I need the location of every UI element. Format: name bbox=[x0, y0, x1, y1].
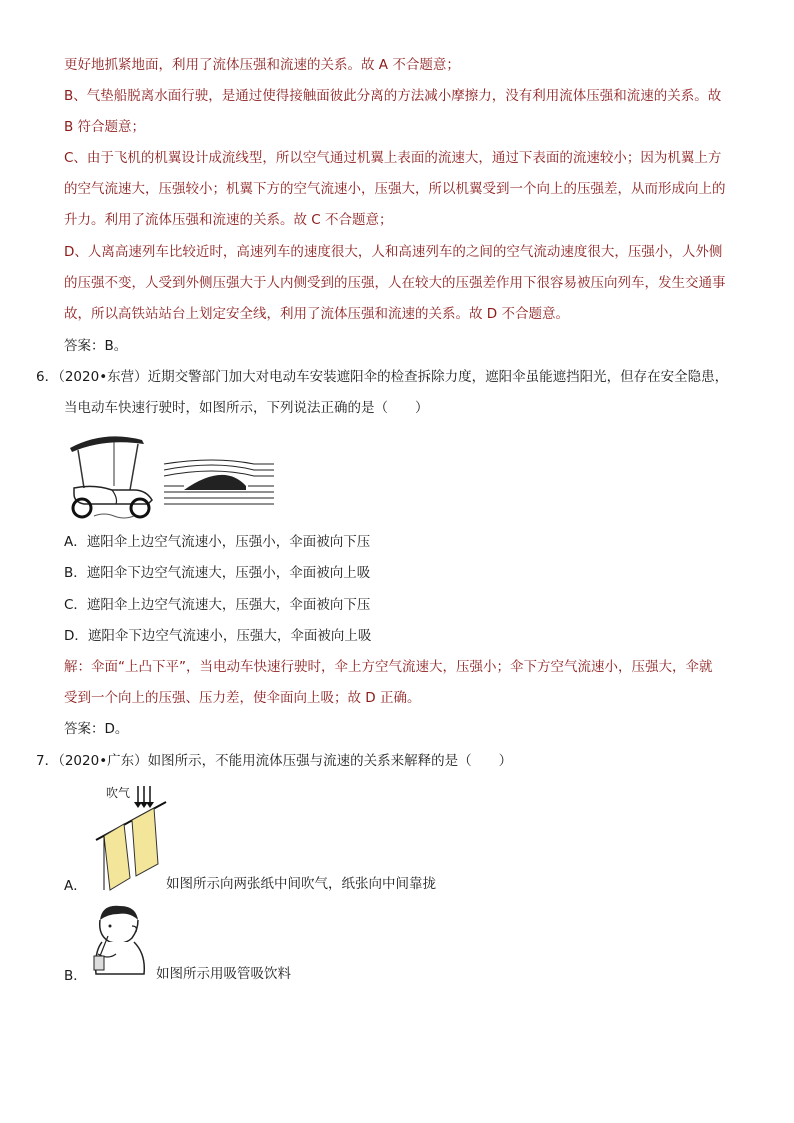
q7-figure-a-label: 吹气 bbox=[106, 786, 131, 800]
q6-option-d: D．遮阳伞下边空气流速小，压强大，伞面被向上吸 bbox=[64, 628, 372, 644]
q5-option-d-line1: D、人离高速列车比较近时，高速列车的速度很大，人和高速列车的之间的空气流动速度很大，压强小，人外侧 bbox=[64, 244, 723, 260]
q7-option-a-text: 如图所示向两张纸中间吹气，纸张向中间靠拢 bbox=[166, 876, 436, 892]
q7-stem: 7．（2020•广东）如图所示，不能用流体压强与流速的关系来解释的是（ ） bbox=[36, 753, 513, 769]
q5-option-c-line3: 升力。利用了流体压强和流速的关系。故 C 不合题意； bbox=[64, 212, 393, 228]
q5-option-b-line2: B 符合题意； bbox=[64, 119, 146, 135]
q5-option-c-line1: C、由于飞机的机翼设计成流线型，所以空气通过机翼上表面的流速大，通过下表面的流速较小；因为机翼上方 bbox=[64, 150, 722, 166]
q6-option-c: C．遮阳伞上边空气流速大，压强大，伞面被向下压 bbox=[64, 597, 371, 613]
q6-stem-line1: 6．（2020•东营）近期交警部门加大对电动车安装遮阳伞的检查拆除力度，遮阳伞虽能遮挡阳光，但存在安全隐患， bbox=[36, 369, 729, 385]
q7-option-b-letter: B． bbox=[64, 968, 87, 984]
q6-option-a: A．遮阳伞上边空气流速小，压强小，伞面被向下压 bbox=[64, 534, 371, 550]
q6-stem-line2: 当电动车快速行驶时，如图所示，下列说法正确的是（ ） bbox=[64, 400, 429, 416]
q6-solution-line2: 受到一个向上的压强、压力差，使伞面向上吸；故 D 正确。 bbox=[64, 690, 421, 706]
q5-answer: 答案：B。 bbox=[64, 338, 128, 354]
q5-option-d-line3: 故，所以高铁站站台上划定安全线，利用了流体压强和流速的关系。故 D 不合题意。 bbox=[64, 306, 569, 322]
q7-figure-b-child-straw bbox=[88, 902, 154, 978]
q5-option-d-line2: 的压强不变，人受到外侧压强大于人内侧受到的压强，人在较大的压强差作用下很容易被压向列车，发生交通事 bbox=[64, 275, 726, 291]
q5-option-b-line1: B、气垫船脱离水面行驶，是通过使得接触面彼此分离的方法减小摩擦力，没有利用流体压强和流速的关系。故 bbox=[64, 88, 722, 104]
q6-solution-line1: 解：伞面“上凸下平”，当电动车快速行驶时，伞上方空气流速大，压强小；伞下方空气流速小，压强大，伞就 bbox=[64, 659, 713, 675]
q7-option-b-text: 如图所示用吸管吸饮料 bbox=[156, 966, 291, 982]
q5-option-c-line2: 的空气流速大，压强较小；机翼下方的空气流速小，压强大，所以机翼受到一个向上的压强差，从而形成向上的 bbox=[64, 181, 726, 197]
q6-option-b: B．遮阳伞下边空气流速大，压强小，伞面被向上吸 bbox=[64, 565, 371, 581]
q5-line-a: 更好地抓紧地面，利用了流体压强和流速的关系。故 A 不合题意； bbox=[64, 57, 460, 73]
q7-option-a-letter: A． bbox=[64, 878, 87, 894]
q6-figure-scooter-umbrella bbox=[64, 428, 284, 528]
q6-answer: 答案：D。 bbox=[64, 721, 129, 737]
